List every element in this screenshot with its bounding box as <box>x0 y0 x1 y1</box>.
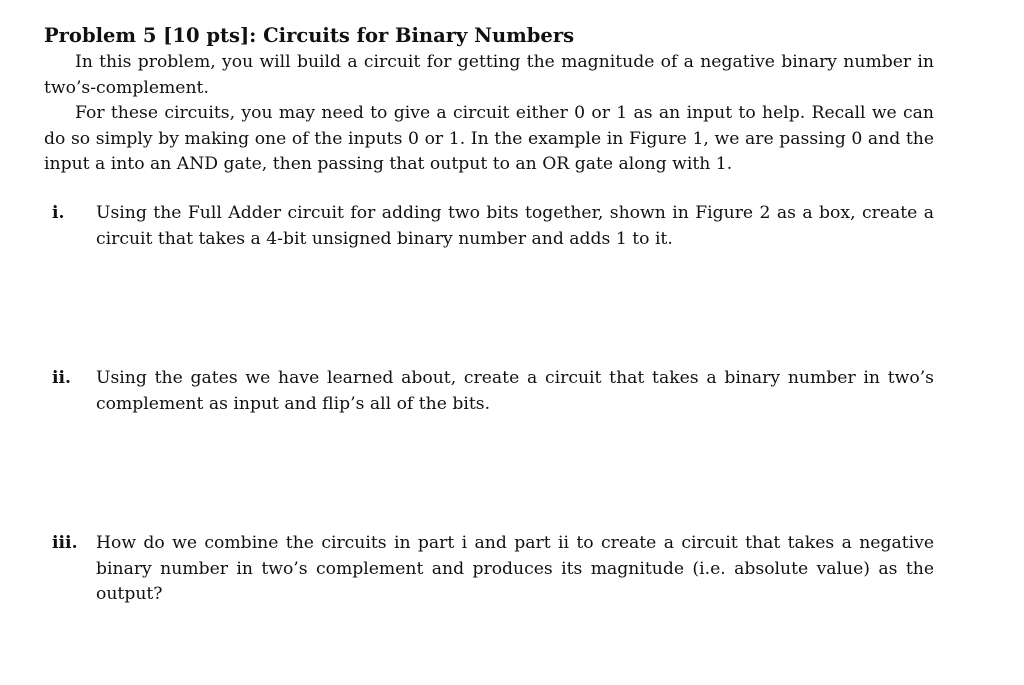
problem <box>44 22 934 178</box>
part-label: ii. <box>52 368 72 388</box>
part-text: Using the gates we have learned about, create a circuit that takes a binary number in two’s complement as input and flip’s all of the bits. <box>96 368 934 414</box>
part-text: Using the Full Adder circuit for adding two bits together, shown in Figure 2 as a box, create a circuit that takes a 4-bit unsigned binary number and adds 1 to it. <box>96 203 934 249</box>
part-ii <box>52 366 934 417</box>
part-label: iii. <box>52 533 78 553</box>
part-text: How do we combine the circuits in part i and part ii to create a circuit that takes a negative binary number in two’s complement and produces its magnitude (i.e. absolute value) as the output? <box>96 533 934 604</box>
intro-paragraph: For these circuits, you may need to give a circuit either 0 or 1 as an input to help. Recall we can do so simply by making one of the inputs 0 or 1. In the example in Figure 1, we are passing 0 and the input a into an AND gate, then passing that output to an OR gate along with 1. <box>44 103 934 174</box>
intro-paragraph: In this problem, you will build a circuit for getting the magnitude of a negative binary number in two’s-complement. <box>44 52 934 98</box>
problem-title: Problem 5 [10 pts]: Circuits for Binary Numbers <box>44 24 575 47</box>
part-iii <box>52 531 934 608</box>
part-label: i. <box>52 203 65 223</box>
part-i <box>52 201 934 252</box>
